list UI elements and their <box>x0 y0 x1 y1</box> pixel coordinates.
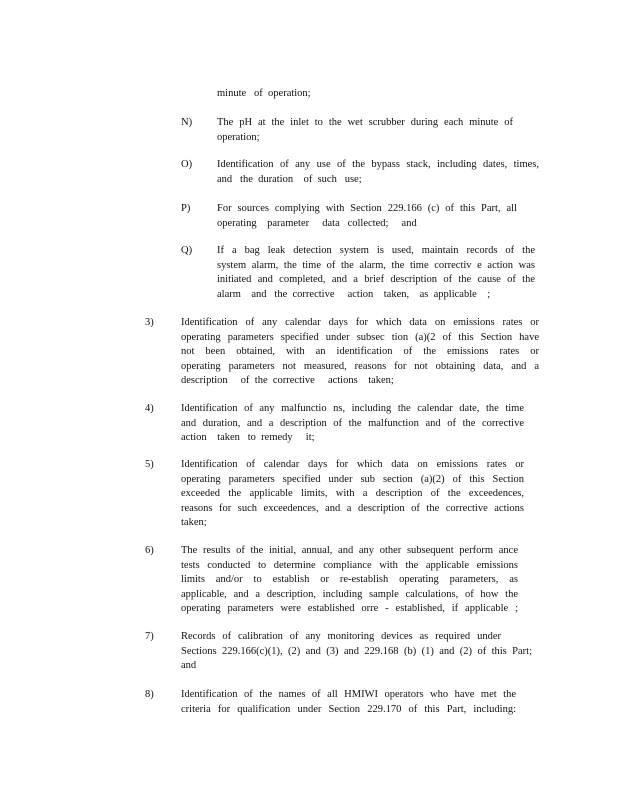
item-line: operating parameters specified under sub section (a)(2) of this Section <box>181 473 524 485</box>
item-line: alarm and the corrective action taken, as applicable ; <box>217 288 491 300</box>
item-line: reasons for such exceedences, and a description of the corrective actions <box>181 502 524 514</box>
item-line: operating parameters not measured, reasons for not obtaining data, and a <box>181 360 539 372</box>
item-line: and the duration of such use; <box>217 173 362 185</box>
item-line: minute of operation; <box>217 88 311 99</box>
item-8-text <box>181 688 516 717</box>
item-line: tests conducted to determine compliance with the applicable emissions <box>181 559 518 571</box>
item-line: The pH at the inlet to the wet scrubber during each minute of <box>217 117 513 128</box>
item-m-continuation <box>217 87 517 102</box>
item-line: Identification of any calendar days for which data on emissions rates or <box>181 317 539 328</box>
item-line: Identification of calendar days for which data on emissions rates or <box>181 459 524 470</box>
item-7-text <box>181 630 532 674</box>
item-6-text <box>181 544 518 617</box>
item-line: operating parameters were established orre - established, if applicable ; <box>181 603 518 614</box>
item-label: 6) <box>145 545 154 556</box>
item-label: 7) <box>145 631 154 642</box>
item-label: Q) <box>181 245 193 256</box>
item-line: description of the corrective actions taken; <box>181 375 394 386</box>
item-line: applicable, and a description, including sample calculations, of how the <box>181 588 518 600</box>
item-line: criteria for qualification under Section 229.170 of this Part, including: <box>181 703 516 715</box>
item-line: Identification of the names of all HMIWI operators who have met the <box>181 689 516 700</box>
item-5-text <box>181 458 524 531</box>
item-line: If a bag leak detection system is used, maintain records of the <box>217 245 535 256</box>
item-4-text <box>181 402 524 446</box>
item-line: operating parameter data collected; and <box>217 217 417 229</box>
item-line: and <box>181 660 197 671</box>
item-line: and duration, and a description of the malfunction and of the corrective <box>181 417 524 429</box>
item-line: operation; <box>217 131 260 143</box>
item-line: Records of calibration of any monitoring devices as required under <box>181 631 501 642</box>
item-label: 3) <box>145 317 154 328</box>
item-label: 5) <box>145 459 154 470</box>
item-line: taken; <box>181 517 207 528</box>
item-line: system alarm, the time of the alarm, the time correctiv e action was <box>217 259 535 271</box>
item-label: N) <box>181 117 193 128</box>
item-label: 4) <box>145 403 154 414</box>
item-line: limits and/or to establish or re-establish operating parameters, as <box>181 574 518 585</box>
item-line: not been obtained, with an identification of the emissions rates or <box>181 346 539 357</box>
item-label: O) <box>181 159 193 170</box>
item-line: action taken to remedy it; <box>181 432 315 443</box>
item-line: The results of the initial, annual, and any other subsequent perform ance <box>181 545 518 556</box>
item-line: operating parameters specified under subsec tion (a)(2 of this Section have <box>181 331 539 343</box>
item-o-text <box>217 158 539 187</box>
item-n-text <box>217 116 513 145</box>
item-3-text <box>181 316 539 389</box>
item-line: Identification of any use of the bypass stack, including dates, times, <box>217 159 539 170</box>
item-line: Identification of any malfunctio ns, including the calendar date, the time <box>181 403 524 414</box>
item-label: P) <box>181 203 191 214</box>
item-line: For sources complying with Section 229.166 (c) of this Part, all <box>217 203 517 214</box>
item-label: 8) <box>145 689 154 700</box>
item-line: initiated and completed, and a brief description of the cause of the <box>217 274 535 285</box>
item-line: exceeded the applicable limits, with a description of the exceedences, <box>181 488 524 499</box>
item-q-text <box>217 244 535 302</box>
item-line: Sections 229.166(c)(1), (2) and (3) and 229.168 (b) (1) and (2) of this Part; <box>181 645 532 657</box>
item-p-text <box>217 202 517 231</box>
